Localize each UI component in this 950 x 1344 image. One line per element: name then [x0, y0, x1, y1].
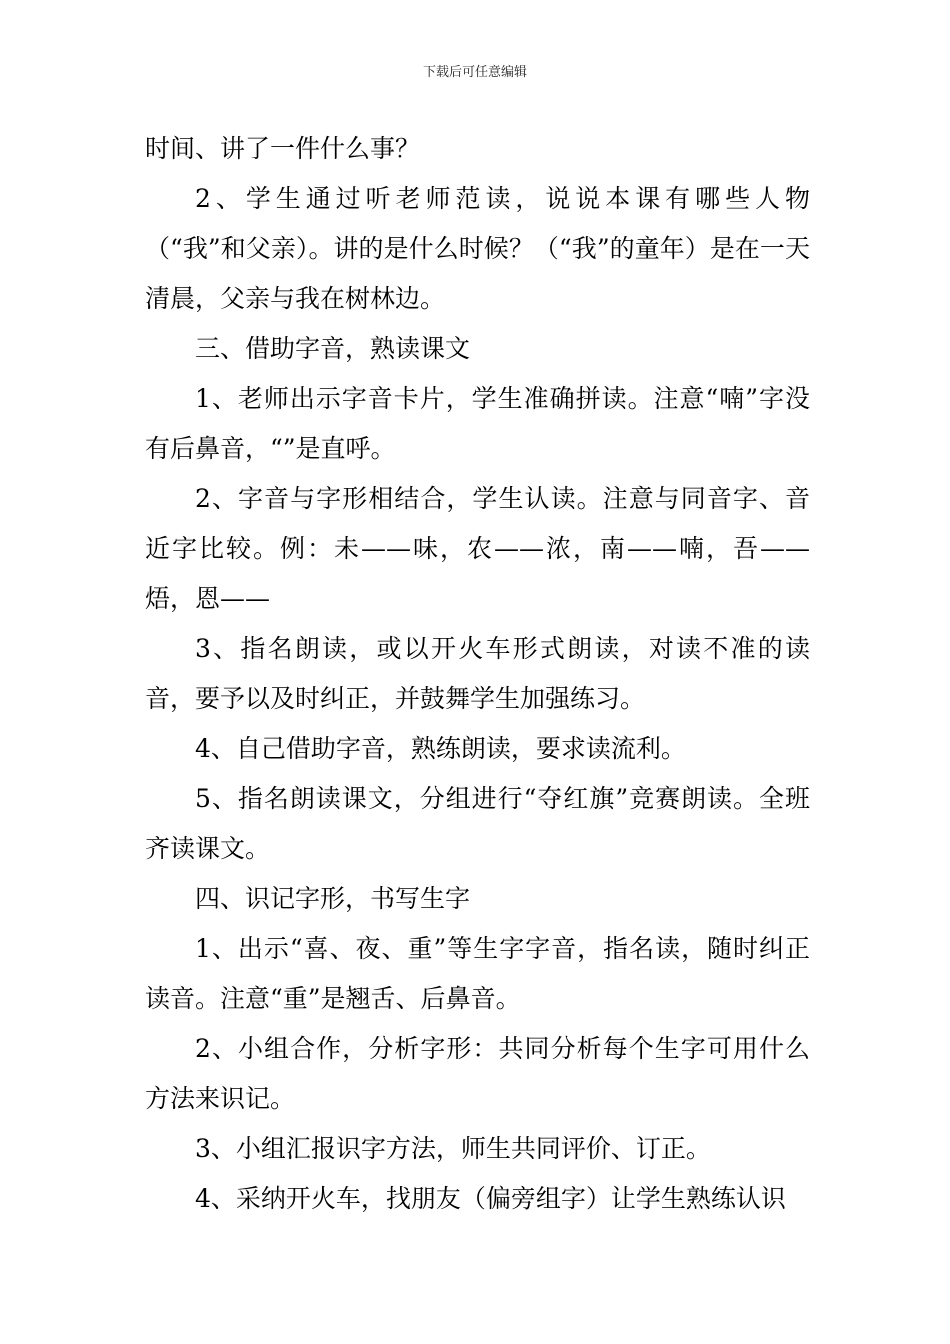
paragraph-11: 2、小组合作，分析字形：共同分析每个生字可用什么方法来识记。 — [145, 1034, 810, 1113]
paragraph-5: 2、字音与字形相结合，学生认读。注意与同音字、音近字比较。例：未——味，农——浓，南——喃，吾——焐，恩—— — [145, 484, 810, 613]
paragraph-6: 3、指名朗读，或以开火车形式朗读，对读不准的读音，要予以及时纠正，并鼓舞学生加强练习。 — [145, 634, 810, 713]
paragraph-13: 4、采纳开火车，找朋友（偏旁组字）让学生熟练认识 — [195, 1184, 786, 1213]
page-header: 下载后可任意编辑 — [422, 65, 527, 80]
paragraph-8: 5、指名朗读课文，分组进行“夺红旗”竞赛朗读。全班齐读课文。 — [145, 784, 810, 863]
paragraph-7: 4、自己借助字音，熟练朗读，要求读流利。 — [195, 734, 686, 763]
paragraph-4: 1、老师出示字音卡片，学生准确拼读。注意“喃”字没有后鼻音，“”是直呼。 — [145, 384, 810, 463]
paragraph-2: 2、学生通过听老师范读，说说本课有哪些人物（“我”和父亲）。讲的是什么时候？（“我”的童年）是在一天清晨，父亲与我在树林边。 — [145, 184, 810, 313]
section-heading-3: 三、借助字音，熟读课文 — [195, 334, 471, 363]
section-heading-4: 四、识记字形，书写生字 — [195, 884, 471, 913]
paragraph-1: 时间、讲了一件什么事？ — [145, 134, 421, 163]
paragraph-10: 1、出示“喜、夜、重”等生字字音，指名读，随时纠正读音。注意“重”是翘舌、后鼻音。 — [145, 934, 810, 1013]
document-body — [145, 124, 810, 1224]
paragraph-12: 3、小组汇报识字方法，师生共同评价、订正。 — [195, 1134, 711, 1163]
